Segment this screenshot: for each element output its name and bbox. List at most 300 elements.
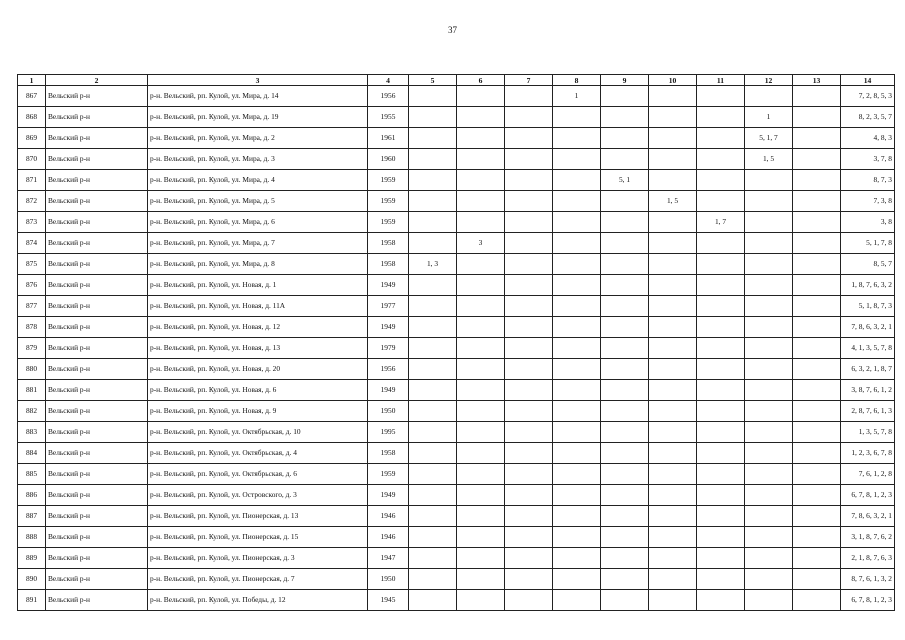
column-12-cell	[745, 527, 793, 548]
column-12-cell	[745, 212, 793, 233]
column-12-cell	[745, 338, 793, 359]
table-row	[18, 422, 895, 443]
column-6-cell	[457, 128, 505, 149]
column-13-cell	[793, 548, 841, 569]
column-header-8: 8	[553, 75, 601, 86]
column-6-cell	[457, 485, 505, 506]
column-14-cell: 4, 8, 3	[841, 128, 895, 149]
table-row	[18, 569, 895, 590]
column-9-cell	[601, 548, 649, 569]
column-11-cell	[697, 128, 745, 149]
row-number-cell: 891	[18, 590, 46, 611]
column-14-cell: 6, 3, 2, 1, 8, 7	[841, 359, 895, 380]
column-10-cell	[649, 527, 697, 548]
year-cell: 1958	[368, 254, 409, 275]
column-5-cell	[409, 338, 457, 359]
column-13-cell	[793, 275, 841, 296]
address-cell: р-н. Вельский, рп. Кулой, ул. Пионерская, д. 13	[148, 506, 368, 527]
district-cell: Вельский р-н	[46, 233, 148, 254]
column-10-cell	[649, 443, 697, 464]
column-12-cell	[745, 485, 793, 506]
column-12-cell	[745, 233, 793, 254]
column-7-cell	[505, 401, 553, 422]
registry-table	[17, 74, 895, 611]
row-number-cell: 870	[18, 149, 46, 170]
column-11-cell	[697, 485, 745, 506]
column-8-cell	[553, 128, 601, 149]
column-14-cell: 1, 3, 5, 7, 8	[841, 422, 895, 443]
column-11-cell	[697, 170, 745, 191]
column-9-cell	[601, 380, 649, 401]
table-row	[18, 485, 895, 506]
column-9-cell	[601, 128, 649, 149]
column-12-cell	[745, 359, 793, 380]
row-number-cell: 869	[18, 128, 46, 149]
column-12-cell	[745, 422, 793, 443]
column-12-cell	[745, 191, 793, 212]
column-8-cell	[553, 380, 601, 401]
column-5-cell	[409, 275, 457, 296]
column-9-cell	[601, 254, 649, 275]
column-6-cell	[457, 317, 505, 338]
column-13-cell	[793, 296, 841, 317]
row-number-cell: 873	[18, 212, 46, 233]
address-cell: р-н. Вельский, рп. Кулой, ул. Новая, д. 20	[148, 359, 368, 380]
column-11-cell	[697, 296, 745, 317]
address-cell: р-н. Вельский, рп. Кулой, ул. Новая, д. 13	[148, 338, 368, 359]
column-8-cell	[553, 506, 601, 527]
column-8-cell	[553, 317, 601, 338]
year-cell: 1959	[368, 212, 409, 233]
column-6-cell	[457, 254, 505, 275]
column-12-cell	[745, 317, 793, 338]
column-6-cell	[457, 170, 505, 191]
column-header-1: 1	[18, 75, 46, 86]
column-header-3: 3	[148, 75, 368, 86]
address-cell: р-н. Вельский, рп. Кулой, ул. Октябрьская, д. 10	[148, 422, 368, 443]
year-cell: 1955	[368, 107, 409, 128]
column-5-cell	[409, 401, 457, 422]
column-7-cell	[505, 254, 553, 275]
column-7-cell	[505, 149, 553, 170]
table-row	[18, 170, 895, 191]
column-5-cell	[409, 506, 457, 527]
address-cell: р-н. Вельский, рп. Кулой, ул. Новая, д. 9	[148, 401, 368, 422]
row-number-cell: 880	[18, 359, 46, 380]
column-9-cell: 5, 1	[601, 170, 649, 191]
table-body	[18, 86, 895, 611]
column-header-5: 5	[409, 75, 457, 86]
column-13-cell	[793, 338, 841, 359]
column-8-cell	[553, 296, 601, 317]
row-number-cell: 882	[18, 401, 46, 422]
column-13-cell	[793, 128, 841, 149]
address-cell: р-н. Вельский, рп. Кулой, ул. Пионерская, д. 7	[148, 569, 368, 590]
column-header-7: 7	[505, 75, 553, 86]
column-6-cell	[457, 569, 505, 590]
column-5-cell	[409, 443, 457, 464]
column-8-cell	[553, 107, 601, 128]
column-5-cell	[409, 527, 457, 548]
column-12-cell	[745, 569, 793, 590]
column-9-cell	[601, 464, 649, 485]
column-8-cell	[553, 569, 601, 590]
row-number-cell: 871	[18, 170, 46, 191]
column-8-cell	[553, 401, 601, 422]
address-cell: р-н. Вельский, рп. Кулой, ул. Новая, д. 1	[148, 275, 368, 296]
column-10-cell	[649, 464, 697, 485]
column-14-cell: 5, 1, 7, 8	[841, 233, 895, 254]
district-cell: Вельский р-н	[46, 149, 148, 170]
year-cell: 1956	[368, 86, 409, 107]
column-6-cell	[457, 275, 505, 296]
column-8-cell	[553, 527, 601, 548]
column-header-10: 10	[649, 75, 697, 86]
address-cell: р-н. Вельский, рп. Кулой, ул. Новая, д. 11А	[148, 296, 368, 317]
column-9-cell	[601, 422, 649, 443]
column-8-cell	[553, 464, 601, 485]
column-6-cell	[457, 401, 505, 422]
row-number-cell: 867	[18, 86, 46, 107]
column-7-cell	[505, 569, 553, 590]
column-9-cell	[601, 86, 649, 107]
column-6-cell	[457, 506, 505, 527]
column-14-cell: 7, 8, 6, 3, 2, 1	[841, 506, 895, 527]
column-13-cell	[793, 107, 841, 128]
row-number-cell: 879	[18, 338, 46, 359]
column-5-cell	[409, 317, 457, 338]
table-row	[18, 548, 895, 569]
column-5-cell	[409, 464, 457, 485]
column-7-cell	[505, 212, 553, 233]
column-10-cell	[649, 86, 697, 107]
column-14-cell: 3, 7, 8	[841, 149, 895, 170]
district-cell: Вельский р-н	[46, 338, 148, 359]
column-14-cell: 3, 8, 7, 6, 1, 2	[841, 380, 895, 401]
column-11-cell	[697, 464, 745, 485]
column-12-cell	[745, 86, 793, 107]
column-13-cell	[793, 380, 841, 401]
column-14-cell: 2, 1, 8, 7, 6, 3	[841, 548, 895, 569]
district-cell: Вельский р-н	[46, 590, 148, 611]
column-11-cell	[697, 506, 745, 527]
column-13-cell	[793, 254, 841, 275]
district-cell: Вельский р-н	[46, 359, 148, 380]
column-5-cell: 1, 3	[409, 254, 457, 275]
column-7-cell	[505, 86, 553, 107]
column-14-cell: 3, 1, 8, 7, 6, 2	[841, 527, 895, 548]
column-9-cell	[601, 401, 649, 422]
column-header-9: 9	[601, 75, 649, 86]
year-cell: 1947	[368, 548, 409, 569]
table-row	[18, 86, 895, 107]
address-cell: р-н. Вельский, рп. Кулой, ул. Пионерская, д. 15	[148, 527, 368, 548]
column-6-cell	[457, 590, 505, 611]
column-11-cell	[697, 590, 745, 611]
row-number-cell: 883	[18, 422, 46, 443]
column-8-cell	[553, 485, 601, 506]
column-11-cell	[697, 191, 745, 212]
district-cell: Вельский р-н	[46, 422, 148, 443]
column-11-cell	[697, 275, 745, 296]
column-11-cell	[697, 149, 745, 170]
district-cell: Вельский р-н	[46, 485, 148, 506]
column-9-cell	[601, 191, 649, 212]
column-7-cell	[505, 485, 553, 506]
column-13-cell	[793, 527, 841, 548]
table-row	[18, 590, 895, 611]
column-7-cell	[505, 128, 553, 149]
table-row	[18, 128, 895, 149]
column-5-cell	[409, 212, 457, 233]
column-12-cell	[745, 401, 793, 422]
table-row	[18, 149, 895, 170]
header-row	[18, 75, 895, 86]
year-cell: 1950	[368, 569, 409, 590]
district-cell: Вельский р-н	[46, 569, 148, 590]
column-12-cell	[745, 464, 793, 485]
column-14-cell: 8, 5, 7	[841, 254, 895, 275]
column-11-cell	[697, 254, 745, 275]
column-10-cell	[649, 569, 697, 590]
district-cell: Вельский р-н	[46, 317, 148, 338]
column-6-cell	[457, 338, 505, 359]
column-12-cell	[745, 548, 793, 569]
year-cell: 1959	[368, 464, 409, 485]
column-13-cell	[793, 170, 841, 191]
column-14-cell: 8, 2, 3, 5, 7	[841, 107, 895, 128]
column-5-cell	[409, 422, 457, 443]
row-number-cell: 872	[18, 191, 46, 212]
column-8-cell	[553, 359, 601, 380]
column-13-cell	[793, 317, 841, 338]
column-6-cell	[457, 527, 505, 548]
address-cell: р-н. Вельский, рп. Кулой, ул. Мира, д. 7	[148, 233, 368, 254]
column-10-cell	[649, 170, 697, 191]
column-6-cell	[457, 443, 505, 464]
column-5-cell	[409, 485, 457, 506]
column-5-cell	[409, 590, 457, 611]
address-cell: р-н. Вельский, рп. Кулой, ул. Мира, д. 8	[148, 254, 368, 275]
column-9-cell	[601, 149, 649, 170]
address-cell: р-н. Вельский, рп. Кулой, ул. Мира, д. 19	[148, 107, 368, 128]
column-11-cell: 1, 7	[697, 212, 745, 233]
column-8-cell	[553, 149, 601, 170]
address-cell: р-н. Вельский, рп. Кулой, ул. Победы, д. 12	[148, 590, 368, 611]
district-cell: Вельский р-н	[46, 191, 148, 212]
column-10-cell	[649, 275, 697, 296]
column-7-cell	[505, 107, 553, 128]
column-9-cell	[601, 506, 649, 527]
column-14-cell: 3, 8	[841, 212, 895, 233]
year-cell: 1949	[368, 380, 409, 401]
year-cell: 1959	[368, 170, 409, 191]
column-header-14: 14	[841, 75, 895, 86]
column-14-cell: 8, 7, 6, 1, 3, 2	[841, 569, 895, 590]
column-6-cell	[457, 464, 505, 485]
column-6-cell	[457, 212, 505, 233]
address-cell: р-н. Вельский, рп. Кулой, ул. Новая, д. 12	[148, 317, 368, 338]
column-10-cell	[649, 149, 697, 170]
column-5-cell	[409, 548, 457, 569]
row-number-cell: 876	[18, 275, 46, 296]
column-14-cell: 4, 1, 3, 5, 7, 8	[841, 338, 895, 359]
column-7-cell	[505, 275, 553, 296]
column-14-cell: 7, 3, 8	[841, 191, 895, 212]
row-number-cell: 889	[18, 548, 46, 569]
row-number-cell: 877	[18, 296, 46, 317]
column-10-cell	[649, 212, 697, 233]
column-9-cell	[601, 233, 649, 254]
column-8-cell	[553, 422, 601, 443]
column-9-cell	[601, 296, 649, 317]
column-7-cell	[505, 380, 553, 401]
column-8-cell	[553, 191, 601, 212]
column-5-cell	[409, 380, 457, 401]
column-12-cell	[745, 590, 793, 611]
column-14-cell: 1, 8, 7, 6, 3, 2	[841, 275, 895, 296]
column-13-cell	[793, 86, 841, 107]
column-5-cell	[409, 569, 457, 590]
column-6-cell	[457, 359, 505, 380]
column-9-cell	[601, 590, 649, 611]
year-cell: 1958	[368, 233, 409, 254]
column-8-cell	[553, 212, 601, 233]
column-14-cell: 7, 6, 1, 2, 8	[841, 464, 895, 485]
column-14-cell: 6, 7, 8, 1, 2, 3	[841, 485, 895, 506]
address-cell: р-н. Вельский, рп. Кулой, ул. Мира, д. 4	[148, 170, 368, 191]
table-row	[18, 275, 895, 296]
column-14-cell: 7, 8, 6, 3, 2, 1	[841, 317, 895, 338]
column-10-cell	[649, 233, 697, 254]
address-cell: р-н. Вельский, рп. Кулой, ул. Октябрьская, д. 6	[148, 464, 368, 485]
column-header-12: 12	[745, 75, 793, 86]
column-9-cell	[601, 275, 649, 296]
column-6-cell	[457, 86, 505, 107]
column-5-cell	[409, 170, 457, 191]
row-number-cell: 888	[18, 527, 46, 548]
district-cell: Вельский р-н	[46, 464, 148, 485]
column-9-cell	[601, 212, 649, 233]
column-14-cell: 5, 1, 8, 7, 3	[841, 296, 895, 317]
column-11-cell	[697, 401, 745, 422]
column-11-cell	[697, 317, 745, 338]
year-cell: 1958	[368, 443, 409, 464]
column-7-cell	[505, 338, 553, 359]
district-cell: Вельский р-н	[46, 443, 148, 464]
column-header-13: 13	[793, 75, 841, 86]
table-row	[18, 401, 895, 422]
column-5-cell	[409, 359, 457, 380]
column-7-cell	[505, 506, 553, 527]
district-cell: Вельский р-н	[46, 296, 148, 317]
column-11-cell	[697, 380, 745, 401]
column-7-cell	[505, 170, 553, 191]
table-row	[18, 527, 895, 548]
column-13-cell	[793, 212, 841, 233]
column-12-cell	[745, 506, 793, 527]
column-6-cell	[457, 548, 505, 569]
year-cell: 1946	[368, 527, 409, 548]
column-7-cell	[505, 422, 553, 443]
column-10-cell	[649, 107, 697, 128]
row-number-cell: 875	[18, 254, 46, 275]
district-cell: Вельский р-н	[46, 380, 148, 401]
district-cell: Вельский р-н	[46, 527, 148, 548]
row-number-cell: 890	[18, 569, 46, 590]
year-cell: 1950	[368, 401, 409, 422]
column-6-cell	[457, 191, 505, 212]
column-7-cell	[505, 233, 553, 254]
column-13-cell	[793, 590, 841, 611]
column-11-cell	[697, 338, 745, 359]
column-10-cell	[649, 317, 697, 338]
column-13-cell	[793, 191, 841, 212]
table-row	[18, 338, 895, 359]
column-8-cell	[553, 338, 601, 359]
row-number-cell: 874	[18, 233, 46, 254]
column-11-cell	[697, 359, 745, 380]
column-7-cell	[505, 464, 553, 485]
column-8-cell	[553, 233, 601, 254]
column-8-cell: 1	[553, 86, 601, 107]
column-8-cell	[553, 443, 601, 464]
address-cell: р-н. Вельский, рп. Кулой, ул. Пионерская, д. 3	[148, 548, 368, 569]
column-5-cell	[409, 233, 457, 254]
column-8-cell	[553, 254, 601, 275]
table-row	[18, 464, 895, 485]
column-13-cell	[793, 443, 841, 464]
column-14-cell: 6, 7, 8, 1, 2, 3	[841, 590, 895, 611]
table-row	[18, 359, 895, 380]
year-cell: 1995	[368, 422, 409, 443]
column-12-cell	[745, 380, 793, 401]
column-6-cell	[457, 149, 505, 170]
year-cell: 1979	[368, 338, 409, 359]
column-10-cell	[649, 254, 697, 275]
column-13-cell	[793, 401, 841, 422]
column-11-cell	[697, 233, 745, 254]
column-6-cell	[457, 107, 505, 128]
column-8-cell	[553, 275, 601, 296]
district-cell: Вельский р-н	[46, 86, 148, 107]
address-cell: р-н. Вельский, рп. Кулой, ул. Островского, д. 3	[148, 485, 368, 506]
table-row	[18, 212, 895, 233]
address-cell: р-н. Вельский, рп. Кулой, ул. Мира, д. 3	[148, 149, 368, 170]
address-cell: р-н. Вельский, рп. Кулой, ул. Мира, д. 14	[148, 86, 368, 107]
district-cell: Вельский р-н	[46, 212, 148, 233]
column-12-cell: 5, 1, 7	[745, 128, 793, 149]
column-12-cell	[745, 443, 793, 464]
column-11-cell	[697, 569, 745, 590]
district-cell: Вельский р-н	[46, 128, 148, 149]
district-cell: Вельский р-н	[46, 401, 148, 422]
year-cell: 1946	[368, 506, 409, 527]
column-6-cell: 3	[457, 233, 505, 254]
district-cell: Вельский р-н	[46, 170, 148, 191]
column-10-cell	[649, 422, 697, 443]
column-12-cell	[745, 296, 793, 317]
column-5-cell	[409, 128, 457, 149]
year-cell: 1961	[368, 128, 409, 149]
column-9-cell	[601, 527, 649, 548]
column-13-cell	[793, 506, 841, 527]
column-13-cell	[793, 233, 841, 254]
column-6-cell	[457, 380, 505, 401]
column-10-cell	[649, 359, 697, 380]
address-cell: р-н. Вельский, рп. Кулой, ул. Мира, д. 2	[148, 128, 368, 149]
year-cell: 1949	[368, 275, 409, 296]
